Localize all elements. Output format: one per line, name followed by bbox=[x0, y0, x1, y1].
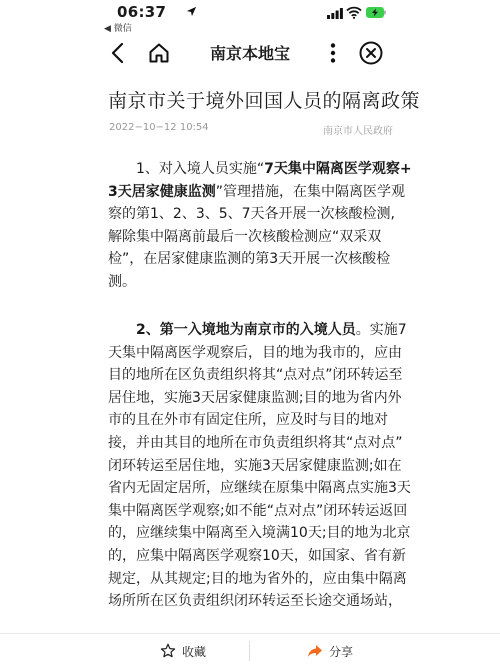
favorite-button[interactable] bbox=[160, 638, 206, 664]
paragraph-line: 居住地，实施3天居家健康监测;目的地为省内外 bbox=[108, 389, 402, 406]
nav-bar bbox=[0, 34, 500, 74]
paragraph-line: 集中隔离医学观察;如不能“点对点”闭环转运返回 bbox=[108, 502, 408, 519]
paragraph-line: 检”，在居家健康监测的第3天开展一次核酸检 bbox=[108, 251, 391, 268]
paragraph-line: 场所所在区负责组织闭环转运至长途交通场站， bbox=[108, 593, 402, 610]
paragraph-line: 1、对入境人员实施“7天集中隔离医学观察+ bbox=[136, 161, 412, 177]
battery-charging-icon bbox=[366, 7, 386, 18]
paragraph-line: 目的地所在区负责组织将其“点对点”闭环转运至 bbox=[108, 367, 403, 384]
article-paragraph-1 bbox=[108, 158, 412, 294]
article-paragraph-2 bbox=[108, 319, 411, 613]
share-button[interactable] bbox=[307, 638, 353, 664]
back-to-wechat-link[interactable]: ◀ 微信 bbox=[104, 24, 132, 34]
page-title: 南京本地宝 bbox=[209, 44, 290, 63]
paragraph-line: 市的且在外市有固定住所，应及时与目的地对 bbox=[108, 412, 388, 429]
more-options-icon[interactable] bbox=[321, 42, 345, 64]
cellular-signal-icon bbox=[327, 8, 343, 19]
paragraph-line: 的，应继续集中隔离至入境满10天;目的地为北京 bbox=[108, 525, 411, 542]
paragraph-line: 解除集中隔离前最后一次核酸检测应“双采双 bbox=[108, 228, 382, 245]
wifi-icon bbox=[346, 6, 362, 19]
paragraph-line: 闭环转运至居住地，实施3天居家健康监测;如在 bbox=[108, 457, 402, 474]
paragraph-line: 接，并由其目的地所在市负责组织将其“点对点” bbox=[108, 434, 403, 451]
paragraph-line: 天集中隔离医学观察后，目的地为我市的，应由 bbox=[108, 344, 402, 361]
paragraph-line: 的，应集中隔离医学观察10天，如国家、省有新 bbox=[108, 547, 406, 564]
paragraph-line: 察的第1、2、3、5、7天各开展一次核酸检测, bbox=[108, 206, 395, 223]
status-time: 06:37 bbox=[117, 3, 167, 21]
article-source[interactable]: 南京市人民政府 bbox=[323, 126, 393, 137]
favorite-label: 收藏 bbox=[182, 644, 207, 659]
bottom-action-bar bbox=[0, 633, 500, 668]
location-arrow-icon bbox=[186, 6, 197, 17]
article-date: 2022−10−12 10:54 bbox=[109, 122, 209, 133]
paragraph-line: 省内无固定居所，应继续在原集中隔离点实施3天 bbox=[108, 480, 411, 497]
bottom-bar-divider bbox=[249, 641, 250, 661]
paragraph-line: 测。 bbox=[108, 273, 136, 290]
close-icon[interactable] bbox=[358, 40, 384, 66]
status-bar bbox=[0, 0, 500, 34]
paragraph-line: 3天居家健康监测”管理措施，在集中隔离医学观 bbox=[108, 183, 406, 200]
paragraph-line: 2、第一入境地为南京市的入境人员。实施7 bbox=[136, 322, 407, 338]
paragraph-line: 规定，从其规定;目的地为省外的，应由集中隔离 bbox=[108, 570, 407, 587]
share-label: 分享 bbox=[329, 644, 354, 659]
star-icon bbox=[160, 643, 176, 659]
share-arrow-icon bbox=[307, 643, 323, 659]
article-title: 南京市关于境外回国人员的隔离政策 bbox=[108, 90, 421, 112]
